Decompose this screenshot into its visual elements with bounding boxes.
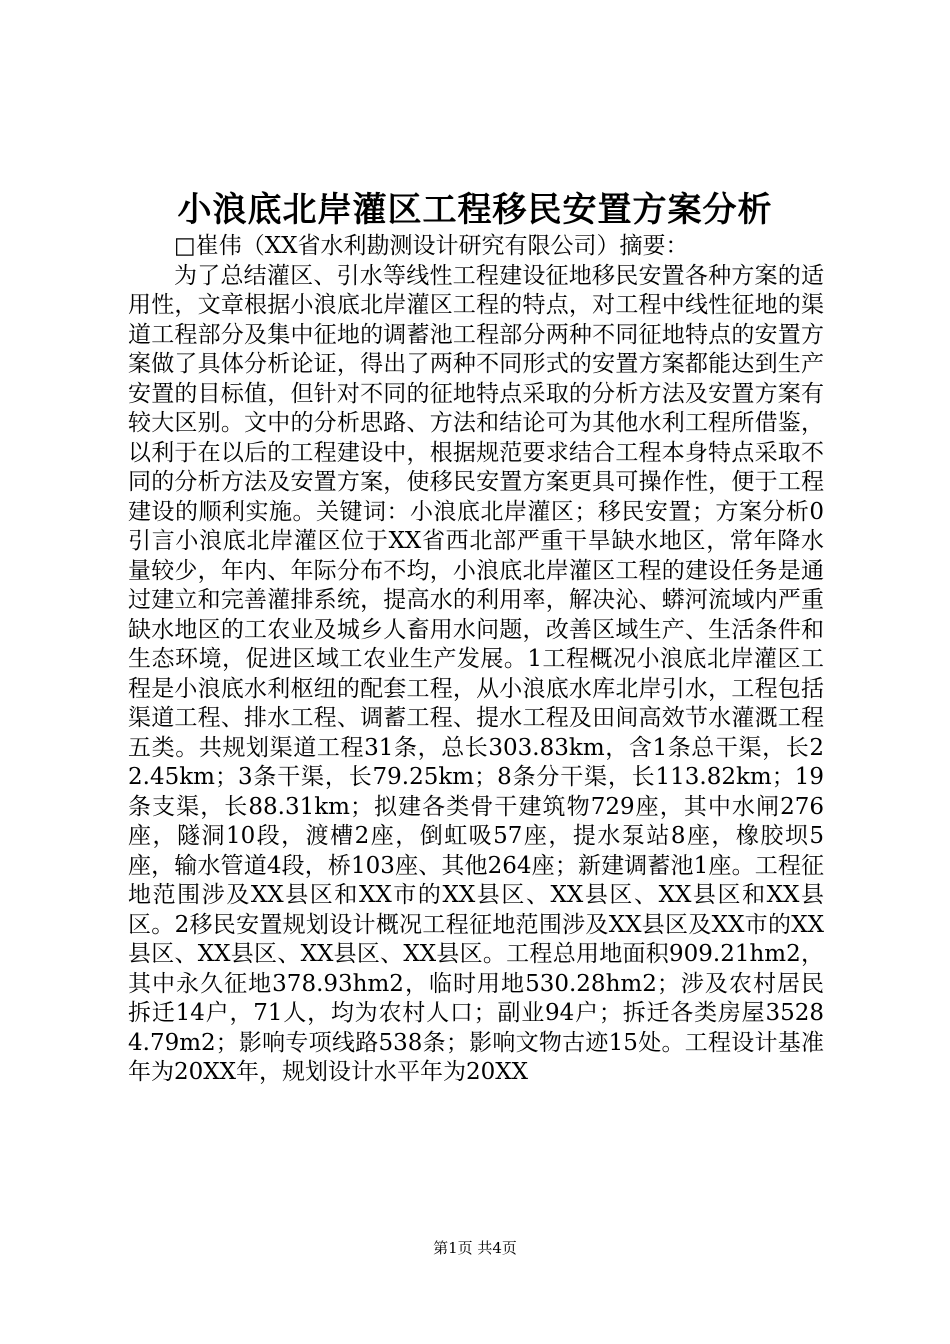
author-line: □崔伟（XX省水利勘测设计研究有限公司）摘要： — [174, 233, 689, 259]
document-body — [128, 232, 824, 1088]
page-footer: 第1页 共4页 — [433, 1239, 517, 1257]
page-title: 小浪底北岸灌区工程移民安置方案分析 — [177, 190, 773, 230]
body-paragraph: 为了总结灌区、引水等线性工程建设征地移民安置各种方案的适用性，文章根据小浪底北岸灌区工程的特点，对工程中线性征地的渠道工程部分及集中征地的调蓄池工程部分两种不同征地特点的安置方案做了具体分析论证，得出了两种不同形式的安置方案都能达到生产安置的目标值，但针对不同的征地特点采取的分析方法及安置方案有较大区别。文中的分析思路、方法和结论可为其他水利工程所借鉴，以利于在以后的工程建设中，根据规范要求结合工程本身特点采取不同的分析方法及安置方案，使移民安置方案更具可操作性，便于工程建设的顺利实施。关键词：小浪底北岸灌区；移民安置；方案分析0引言小浪底北岸灌区位于XX省西北部严重干旱缺水地区，常年降水量较少，年内、年际分布不均，小浪底北岸灌区工程的建设任务是通过建立和完善灌排系统，提高水的利用率，解决沁、蟒河流域内严重缺水地区的工农业及城乡人畜用水问题，改善区域生产、生活条件和生态环境，促进区域工农业生产发展。1工程概况小浪底北岸灌区工程是小浪底水利枢纽的配套工程，从小浪底水库北岸引水，工程包括渠道工程、排水工程、调蓄工程、提水工程及田间高效节水灌溉工程五类。共规划渠道工程31条，总长303.83km，含1条总干渠，长22.45km；3条干渠，长79.25km；8条分干渠，长113.82km；19条支渠，长88.31km；拟建各类骨干建筑物729座，其中水闸276座，隧洞10段，渡槽2座，倒虹吸57座，提水泵站8座，橡胶坝5座，输水管道4段，桥103座、其他264座；新建调蓄池1座。工程征地范围涉及XX县区和XX市的XX县区、XX县区、XX县区和XX县区。2移民安置规划设计概况工程征地范围涉及XX县区及XX市的XX县区、XX县区、XX县区、XX县区。工程总用地面积909.21hm2，其中永久征地378.93hm2，临时用地530.28hm2；涉及农村居民拆迁14户，71人，均为农村人口；副业94户；拆迁各类房屋35284.79m2；影响专项线路538条；影响文物古迹15处。工程设计基准年为20XX年，规划设计水平年为20XX — [128, 262, 824, 1085]
